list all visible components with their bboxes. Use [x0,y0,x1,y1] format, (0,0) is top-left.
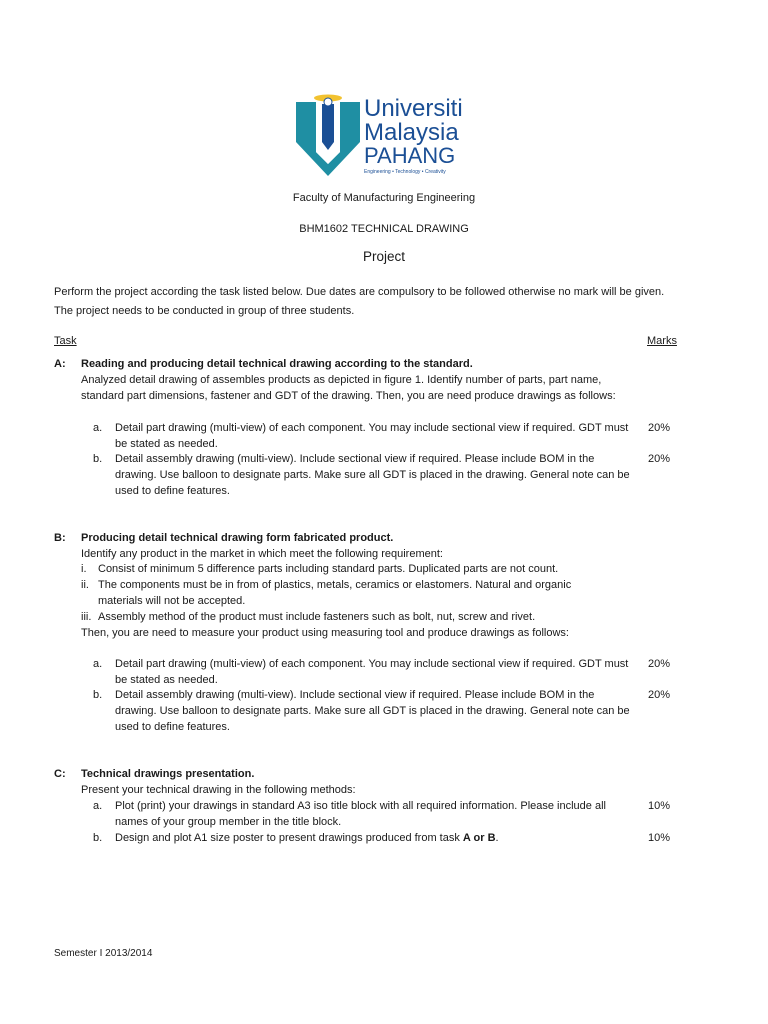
section-a-letter: A: [54,358,66,370]
section-a-title: Reading and producing detail technical drawing according to the standard. [81,358,473,370]
task-b-ref: B [487,832,496,844]
section-b-item-b-mark: 20% [648,689,671,701]
item-label: a. [93,658,103,670]
section-b-title: Producing detail technical drawing form fabricated product. [81,532,394,544]
item-text: Plot (print) your drawings in standard A3 iso title block with all required information. Please include all names of your group member in the title block. [115,800,606,828]
item-label: b. [93,453,103,465]
item-text-before: Design and plot A1 size poster to present drawings produced from task [115,832,463,844]
requirement-label: i. [81,563,87,575]
university-logo [294,92,464,178]
section-c-item-a-mark: 10% [648,800,671,812]
requirement-text: Consist of minimum 5 difference parts including standard parts. Duplicated parts are not count. [98,563,559,575]
section-a-item-b-mark: 20% [648,453,671,465]
logo-word-universiti: Universiti [364,95,463,122]
item-text: Detail part drawing (multi-view) of each component. You may include sectional view if required. GDT must be stated as needed. [115,422,629,450]
logo-word-pahang: PAHANG [364,143,456,168]
intro-paragraph [54,284,714,319]
course-code: BHM1602 TECHNICAL DRAWING [299,223,469,235]
section-a-description-text: Analyzed detail drawing of assembles products as depicted in figure 1. Identify number of parts, part name, standard part dimensions, fastener and GDT of the drawing. Then, you are need produce drawings as follows: [81,374,616,402]
section-b-then: Then, you are need to measure your product using measuring tool and produce drawings as follows: [81,627,569,639]
item-label: b. [93,689,103,701]
intro-line: The project needs to be conducted in group of three students. [54,305,355,317]
logo-word-malaysia: Malaysia [364,119,459,146]
section-c-letter: C: [54,768,66,780]
item-text-after: . [495,832,499,844]
marks-column-header: Marks [647,335,677,347]
section-a-description [81,372,641,404]
requirement-text: The components must be in from of plastics, metals, ceramics or elastomers. Natural and organic materials will not be accepted. [98,579,572,607]
task-column-header: Task [54,335,77,347]
logo-tagline: Engineering • Technology • Creativity [364,169,446,175]
item-label: b. [93,832,103,844]
footer-semester: Semester I 2013/2014 [54,948,153,959]
intro-line: Perform the project according the task listed below. Due dates are compulsory to be followed otherwise no mark will be given. [54,286,665,298]
section-c-item-b-mark: 10% [648,832,671,844]
requirement-text: Assembly method of the product must include fasteners such as bolt, nut, screw and rivet. [98,611,536,623]
item-text: Detail assembly drawing (multi-view). Include sectional view if required. Please include BOM in the drawing. Use balloon to designate parts. Make sure all GDT is placed in the drawing. General note can be used to define features. [115,453,630,497]
task-a-ref: A [462,832,471,844]
section-a-item-a-mark: 20% [648,422,671,434]
faculty-name: Faculty of Manufacturing Engineering [292,192,476,204]
requirement-label: iii. [81,611,92,623]
section-b-letter: B: [54,532,66,544]
requirement-label: ii. [81,579,89,591]
page-title: Project [362,249,406,264]
section-b-item-a-mark: 20% [648,658,671,670]
item-text: Detail part drawing (multi-view) of each component. You may include sectional view if required. GDT must be stated as needed. [115,658,629,686]
section-c-description: Present your technical drawing in the following methods: [81,784,356,796]
item-label: a. [93,422,103,434]
or-word: or [470,832,488,844]
item-label: a. [93,800,103,812]
item-text: Detail assembly drawing (multi-view). Include sectional view if required. Please include BOM in the drawing. Use balloon to designate parts. Make sure all GDT is placed in the drawing. General note can be used to define features. [115,689,630,733]
section-b-description: Identify any product in the market in which meet the following requirement: [81,548,443,560]
section-c-title: Technical drawings presentation. [81,768,255,780]
item-text [115,830,635,846]
